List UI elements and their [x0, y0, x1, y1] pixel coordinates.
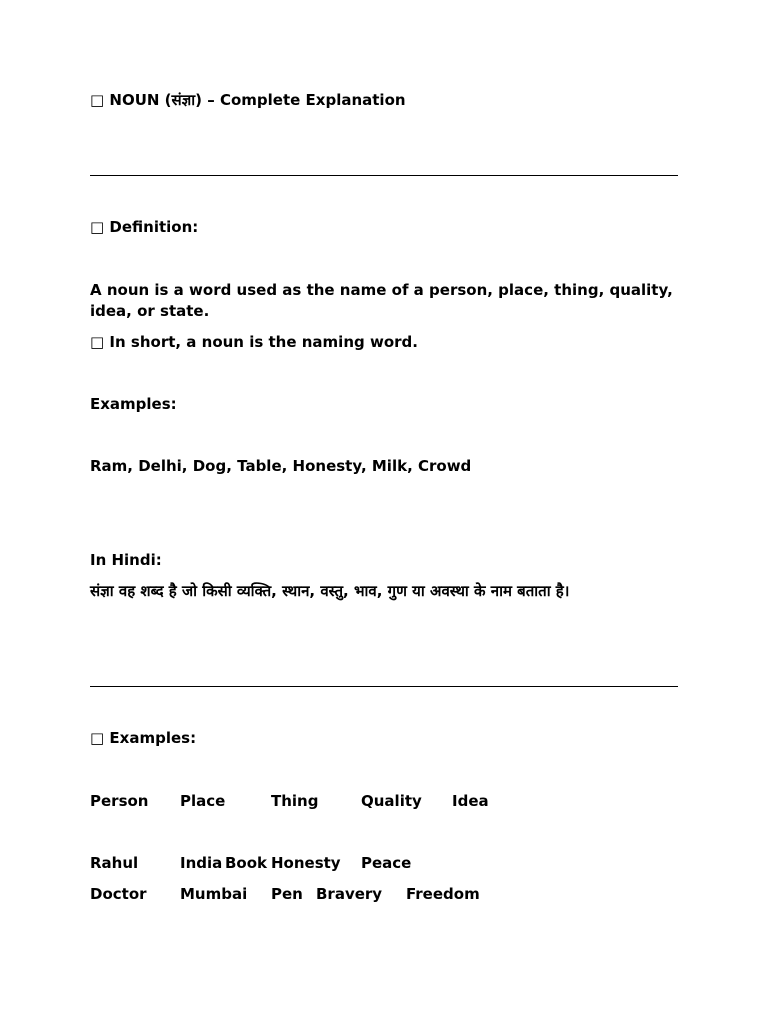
table-cell: Peace — [361, 854, 412, 872]
table-cell: Doctor — [90, 885, 147, 903]
short-definition — [90, 332, 418, 353]
bullet-icon: □ — [90, 91, 105, 109]
definition-text: A noun is a word used as the name of a person, place, thing, quality, idea, or state. — [90, 281, 673, 320]
title-text: NOUN (संज्ञा) – Complete Explanation — [109, 91, 406, 109]
definition-heading — [90, 217, 198, 238]
hindi-label: In Hindi: — [90, 551, 162, 569]
bullet-icon: □ — [90, 333, 105, 351]
bullet-icon: □ — [90, 218, 105, 236]
horizontal-divider — [90, 175, 678, 176]
table-header: Idea — [452, 792, 489, 810]
definition-heading-text: Definition: — [109, 218, 199, 236]
table-header: Person — [90, 792, 149, 810]
table-cell: Honesty — [271, 854, 341, 872]
document-page — [90, 0, 678, 1024]
table-cell: Pen — [271, 885, 303, 903]
table-cell: Mumbai — [180, 885, 248, 903]
short-definition-text: In short, a noun is the naming word. — [109, 333, 418, 351]
table-header: Place — [180, 792, 226, 810]
hindi-text: संज्ञा वह शब्द है जो किसी व्यक्ति, स्थान, वस्तु, भाव, गुण या अवस्था के नाम बताता है। — [90, 582, 570, 600]
table-header: Quality — [361, 792, 422, 810]
table-cell: India — [180, 854, 223, 872]
table-cell: Rahul — [90, 854, 139, 872]
examples-text: Ram, Delhi, Dog, Table, Honesty, Milk, Crowd — [90, 457, 472, 475]
document-title — [90, 90, 406, 111]
table-cell: Freedom — [406, 885, 480, 903]
table-cell: Book — [225, 854, 268, 872]
examples-heading-text: Examples: — [109, 729, 197, 747]
examples-label: Examples: — [90, 395, 177, 413]
table-header: Thing — [271, 792, 319, 810]
examples-section-heading — [90, 728, 196, 749]
bullet-icon: □ — [90, 729, 105, 747]
horizontal-divider — [90, 686, 678, 687]
table-cell: Bravery — [316, 885, 383, 903]
